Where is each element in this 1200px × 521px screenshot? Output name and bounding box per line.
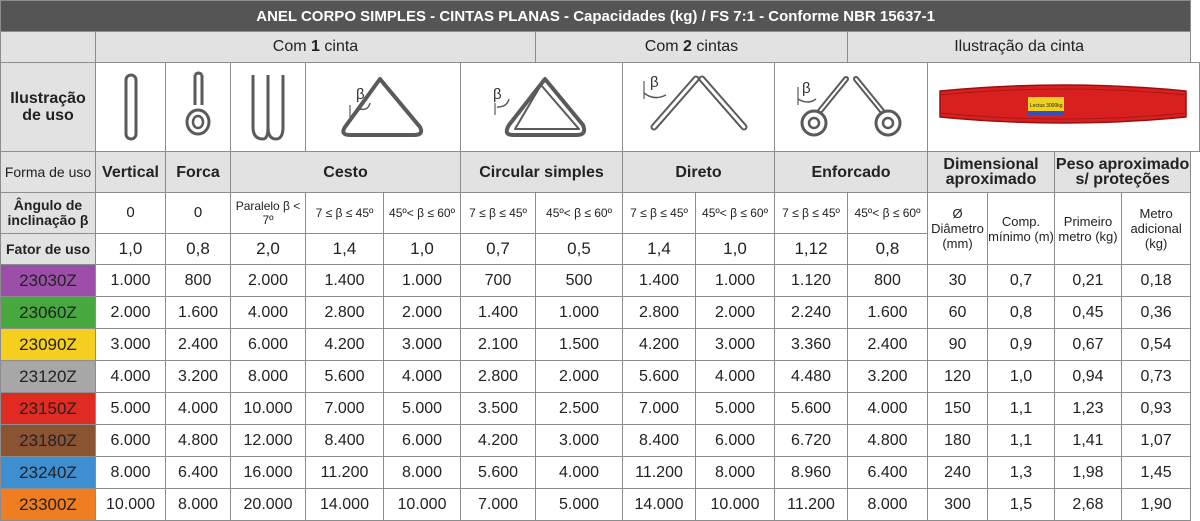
product-code: 23180Z (1, 425, 96, 457)
capacity-cell: 3.200 (166, 361, 231, 393)
capacity-cell: 10.000 (96, 489, 166, 521)
capacity-cell: 3.000 (384, 329, 461, 361)
capacity-cell: 8.000 (848, 489, 928, 521)
capacity-cell: 0,67 (1055, 329, 1122, 361)
capacity-cell: 7.000 (623, 393, 696, 425)
capacity-cell: 6.000 (96, 425, 166, 457)
col-vertical: Vertical (96, 152, 166, 193)
table-row (1, 329, 1200, 361)
form-row-label: Forma de uso (1, 152, 96, 193)
capacity-cell: 10.000 (231, 393, 306, 425)
capacity-cell: 2.800 (306, 297, 384, 329)
angle-circular-45-60: 45º< β ≤ 60º (536, 193, 623, 234)
capacity-cell: 4.000 (536, 457, 623, 489)
factor-value: 1,12 (775, 234, 848, 265)
illustration-row-label: Ilustração de uso (1, 63, 96, 152)
col-peso: Peso aproximado s/ proteções (1055, 152, 1191, 193)
vertical-sling-icon (96, 63, 166, 152)
capacity-cell: 4.000 (848, 393, 928, 425)
table-row (1, 457, 1200, 489)
capacity-cell: 500 (536, 265, 623, 297)
capacity-cell: 3.000 (536, 425, 623, 457)
capacity-cell: 14.000 (306, 489, 384, 521)
capacity-cell: 8.000 (96, 457, 166, 489)
angle-cesto-7-45: 7 ≤ β ≤ 45º (306, 193, 384, 234)
col-direto: Direto (623, 152, 775, 193)
capacity-cell: 4.000 (166, 393, 231, 425)
capacity-cell: 8.000 (384, 457, 461, 489)
capacity-cell: 7.000 (461, 489, 536, 521)
product-code: 23060Z (1, 297, 96, 329)
capacity-cell: 0,8 (988, 297, 1055, 329)
capacity-cell: 1.120 (775, 265, 848, 297)
capacity-cell: 700 (461, 265, 536, 297)
capacity-cell: 8.400 (623, 425, 696, 457)
capacity-cell: 4.000 (96, 361, 166, 393)
capacity-cell: 11.200 (623, 457, 696, 489)
col-dimensional: Dimensional aproximado (928, 152, 1055, 193)
capacity-cell: 2.500 (536, 393, 623, 425)
angle-paralelo: Paralelo β < 7º (231, 193, 306, 234)
capacity-cell: 5.600 (306, 361, 384, 393)
capacity-cell: 0,21 (1055, 265, 1122, 297)
group-one-strap: Com 1 cinta (96, 32, 536, 63)
col-circular: Circular simples (461, 152, 623, 193)
strap-illustration-icon (928, 63, 1200, 152)
capacity-cell: 800 (848, 265, 928, 297)
capacity-cell: 150 (928, 393, 988, 425)
capacity-cell: 1,1 (988, 393, 1055, 425)
capacity-cell: 1.600 (848, 297, 928, 329)
capacity-cell: 3.000 (96, 329, 166, 361)
capacity-cell: 1.600 (166, 297, 231, 329)
angle-vertical: 0 (96, 193, 166, 234)
svg-text:β: β (649, 74, 659, 91)
capacity-cell: 4.800 (848, 425, 928, 457)
capacity-cell: 10.000 (696, 489, 775, 521)
capacity-cell: 800 (166, 265, 231, 297)
col-cesto: Cesto (231, 152, 461, 193)
factor-value: 0,7 (461, 234, 536, 265)
factor-value: 2,0 (231, 234, 306, 265)
capacity-cell: 5.600 (623, 361, 696, 393)
capacity-cell: 1,07 (1122, 425, 1191, 457)
capacity-cell: 1.000 (96, 265, 166, 297)
capacity-cell: 4.000 (696, 361, 775, 393)
capacity-cell: 2.000 (96, 297, 166, 329)
capacity-cell: 5.600 (461, 457, 536, 489)
basket-triangle-icon (306, 63, 461, 152)
capacity-cell: 2.400 (848, 329, 928, 361)
sub-comp: Comp. mínimo (m) (988, 193, 1055, 265)
table-row (1, 265, 1200, 297)
factor-value: 0,8 (166, 234, 231, 265)
group-two-straps: Com 2 cintas (536, 32, 848, 63)
sub-primeiro: Primeiro metro (kg) (1055, 193, 1122, 265)
capacity-cell: 3.200 (848, 361, 928, 393)
capacity-cell: 3.500 (461, 393, 536, 425)
capacity-cell: 5.000 (536, 489, 623, 521)
direct-two-straps-icon (623, 63, 775, 152)
capacity-cell: 3.000 (696, 329, 775, 361)
product-code: 23090Z (1, 329, 96, 361)
factor-value: 0,5 (536, 234, 623, 265)
table-row (1, 425, 1200, 457)
factor-row-label: Fator de uso (1, 234, 96, 265)
capacity-cell: 11.200 (775, 489, 848, 521)
capacity-cell: 2.000 (231, 265, 306, 297)
capacity-cell: 7.000 (306, 393, 384, 425)
capacity-cell: 2.240 (775, 297, 848, 329)
svg-text:Lectus 3000kg: Lectus 3000kg (1030, 103, 1063, 109)
capacity-cell: 5.000 (384, 393, 461, 425)
capacity-cell: 4.200 (461, 425, 536, 457)
col-forca: Forca (166, 152, 231, 193)
capacity-cell: 0,93 (1122, 393, 1191, 425)
angle-direto-45-60: 45º< β ≤ 60º (696, 193, 775, 234)
capacity-cell: 0,94 (1055, 361, 1122, 393)
capacity-cell: 4.480 (775, 361, 848, 393)
capacity-cell: 2.000 (384, 297, 461, 329)
capacity-cell: 5.000 (96, 393, 166, 425)
capacity-cell: 0,9 (988, 329, 1055, 361)
basket-sling-icon (231, 63, 306, 152)
factor-value: 1,4 (306, 234, 384, 265)
capacity-cell: 0,7 (988, 265, 1055, 297)
capacity-cell: 3.360 (775, 329, 848, 361)
capacity-cell: 6.400 (166, 457, 231, 489)
factor-value: 1,4 (623, 234, 696, 265)
group-strap-illustration: Ilustração da cinta (848, 32, 1191, 63)
capacity-cell: 2.400 (166, 329, 231, 361)
capacity-cell: 1,90 (1122, 489, 1191, 521)
capacity-cell: 1.000 (696, 265, 775, 297)
choked-two-straps-icon (775, 63, 928, 152)
capacity-cell: 0,45 (1055, 297, 1122, 329)
capacity-cell: 0,18 (1122, 265, 1191, 297)
product-code: 23240Z (1, 457, 96, 489)
angle-enforcado-45-60: 45º< β ≤ 60º (848, 193, 928, 234)
capacity-cell: 6.000 (696, 425, 775, 457)
capacity-cell: 5.600 (775, 393, 848, 425)
capacity-cell: 8.000 (696, 457, 775, 489)
capacity-cell: 2,68 (1055, 489, 1122, 521)
angle-forca: 0 (166, 193, 231, 234)
capacity-cell: 8.000 (166, 489, 231, 521)
capacity-cell: 2.800 (461, 361, 536, 393)
factor-value: 1,0 (96, 234, 166, 265)
product-code: 23030Z (1, 265, 96, 297)
table-row (1, 297, 1200, 329)
capacity-cell: 0,54 (1122, 329, 1191, 361)
factor-value: 1,0 (696, 234, 775, 265)
capacity-cell: 1.400 (306, 265, 384, 297)
capacity-cell: 180 (928, 425, 988, 457)
capacity-cell: 8.400 (306, 425, 384, 457)
capacity-cell: 4.000 (231, 297, 306, 329)
capacity-cell: 6.000 (231, 329, 306, 361)
angle-enforcado-7-45: 7 ≤ β ≤ 45º (775, 193, 848, 234)
product-code: 23150Z (1, 393, 96, 425)
product-code: 23120Z (1, 361, 96, 393)
capacity-cell: 1.400 (623, 265, 696, 297)
capacity-cell: 30 (928, 265, 988, 297)
capacity-cell: 4.800 (166, 425, 231, 457)
capacity-cell: 2.000 (696, 297, 775, 329)
capacity-cell: 10.000 (384, 489, 461, 521)
angle-row-label: Ângulo de inclinação β (1, 193, 96, 234)
product-code: 23300Z (1, 489, 96, 521)
svg-text:β: β (802, 80, 811, 97)
factor-value: 0,8 (848, 234, 928, 265)
capacity-cell: 1.000 (384, 265, 461, 297)
angle-direto-7-45: 7 ≤ β ≤ 45º (623, 193, 696, 234)
capacity-cell: 1,1 (988, 425, 1055, 457)
capacity-cell: 20.000 (231, 489, 306, 521)
capacity-cell: 6.400 (848, 457, 928, 489)
svg-text:β: β (356, 86, 365, 103)
svg-text:β: β (492, 86, 502, 103)
capacity-cell: 1.500 (536, 329, 623, 361)
capacity-cell: 6.720 (775, 425, 848, 457)
capacity-cell: 14.000 (623, 489, 696, 521)
table-row (1, 393, 1200, 425)
table-row (1, 361, 1200, 393)
capacity-cell: 8.960 (775, 457, 848, 489)
capacity-cell: 2.100 (461, 329, 536, 361)
circular-triangle-icon (461, 63, 623, 152)
capacity-cell: 1,3 (988, 457, 1055, 489)
capacity-cell: 1,98 (1055, 457, 1122, 489)
factor-value: 1,0 (384, 234, 461, 265)
capacity-cell: 60 (928, 297, 988, 329)
capacity-cell: 8.000 (231, 361, 306, 393)
sub-metro: Metro adicional (kg) (1122, 193, 1191, 265)
capacity-cell: 1,41 (1055, 425, 1122, 457)
capacity-cell: 300 (928, 489, 988, 521)
capacity-cell: 4.200 (306, 329, 384, 361)
capacity-cell: 16.000 (231, 457, 306, 489)
choke-sling-icon (166, 63, 231, 152)
capacity-cell: 120 (928, 361, 988, 393)
capacity-cell: 4.200 (623, 329, 696, 361)
capacity-cell: 1,23 (1055, 393, 1122, 425)
capacity-cell: 0,73 (1122, 361, 1191, 393)
capacity-cell: 6.000 (384, 425, 461, 457)
table-title: ANEL CORPO SIMPLES - CINTAS PLANAS - Capacidades (kg) / FS 7:1 - Conforme NBR 15637-1 (1, 1, 1191, 32)
angle-circular-7-45: 7 ≤ β ≤ 45º (461, 193, 536, 234)
capacity-cell: 4.000 (384, 361, 461, 393)
angle-cesto-45-60: 45º< β ≤ 60º (384, 193, 461, 234)
col-enforcado: Enforcado (775, 152, 928, 193)
capacity-cell: 0,36 (1122, 297, 1191, 329)
capacity-cell: 5.000 (696, 393, 775, 425)
sub-diameter: Ø Diâmetro (mm) (928, 193, 988, 265)
capacity-cell: 1.400 (461, 297, 536, 329)
capacity-cell: 1.000 (536, 297, 623, 329)
capacity-cell: 1,5 (988, 489, 1055, 521)
capacity-cell: 2.800 (623, 297, 696, 329)
capacity-cell: 2.000 (536, 361, 623, 393)
capacity-cell: 12.000 (231, 425, 306, 457)
capacity-cell: 11.200 (306, 457, 384, 489)
capacity-cell: 240 (928, 457, 988, 489)
capacity-cell: 90 (928, 329, 988, 361)
capacity-cell: 1,0 (988, 361, 1055, 393)
capacity-cell: 1,45 (1122, 457, 1191, 489)
